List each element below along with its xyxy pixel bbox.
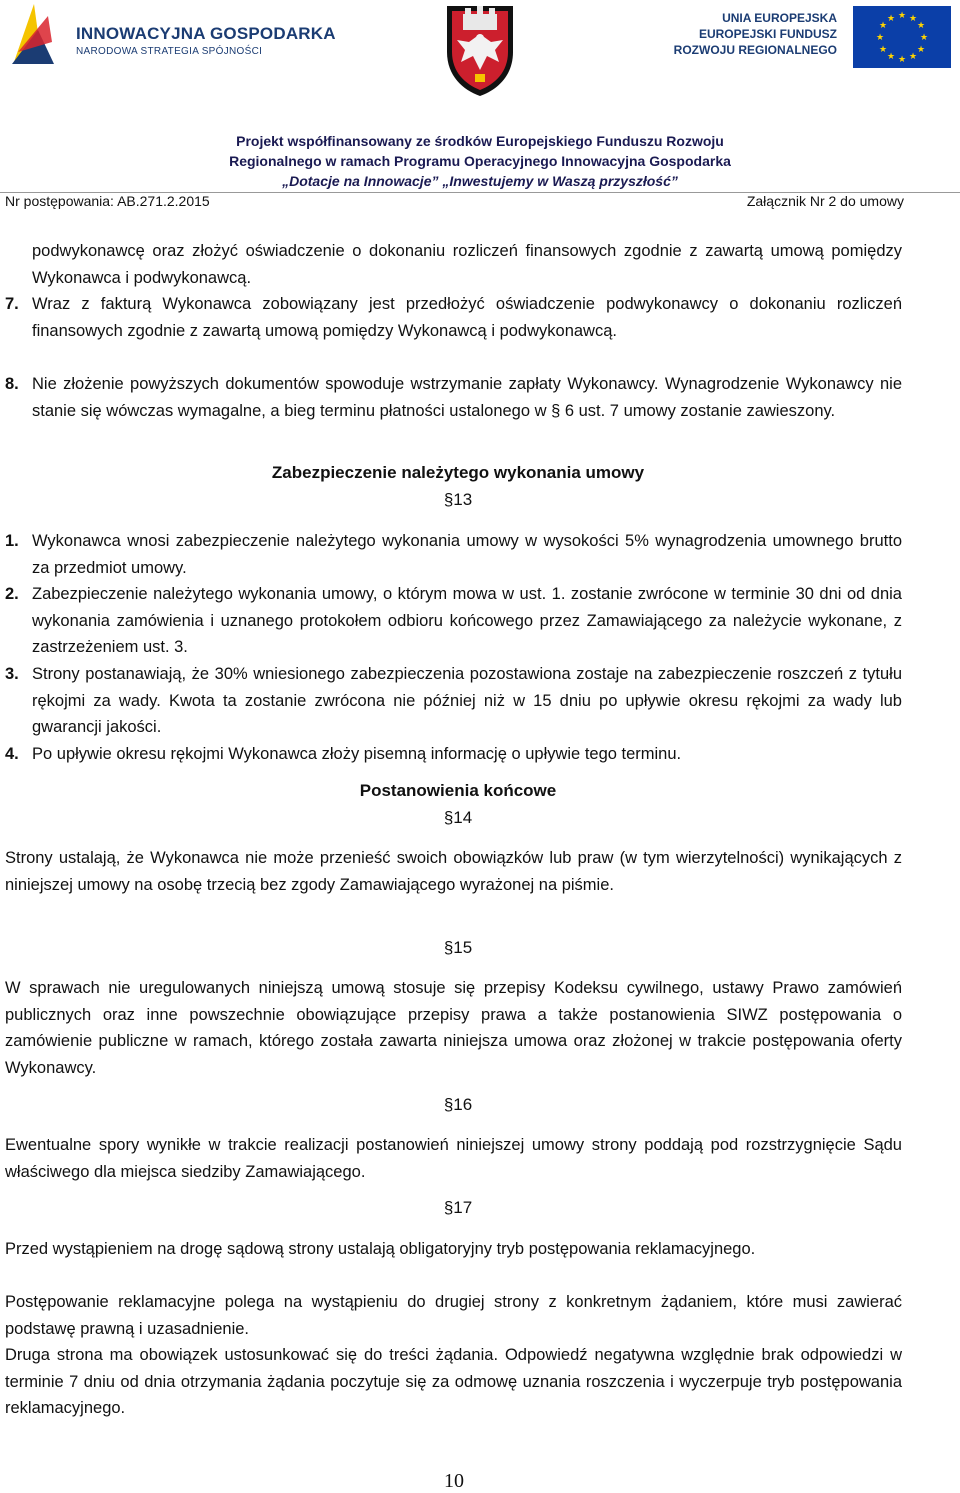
page-number: 10 bbox=[444, 1470, 464, 1492]
section-14: §14 bbox=[443, 808, 473, 827]
heading-final-provisions: Postanowienia końcowe bbox=[359, 781, 557, 800]
svg-text:★: ★ bbox=[897, 11, 907, 21]
heading-security: Zabezpieczenie należytego wykonania umowy bbox=[271, 463, 645, 482]
eu-line-3: ROZWOJU REGIONALNEGO bbox=[673, 43, 837, 57]
eu-flag-icon bbox=[853, 6, 951, 68]
attachment-label: Załącznik Nr 2 do umowy bbox=[746, 193, 904, 209]
coat-of-arms-icon bbox=[441, 2, 519, 98]
paragraph-17-2: Postępowanie reklamacyjne polega na wystąpieniu do drugiej strony z konkretnym żądaniem, które musi zawierać podstawę prawną i uzasadnienie. bbox=[5, 1293, 902, 1338]
project-slogan: „Dotacje na Innowacje” „Inwestujemy w Waszą przyszłość” bbox=[282, 173, 678, 189]
svg-text:★: ★ bbox=[916, 21, 926, 31]
eu-logo bbox=[675, 6, 955, 68]
svg-text:★: ★ bbox=[878, 45, 888, 55]
innowacyjna-gospodarka-logo bbox=[8, 2, 336, 72]
project-info bbox=[0, 131, 960, 191]
svg-text:★: ★ bbox=[875, 33, 885, 43]
svg-text:★: ★ bbox=[919, 33, 929, 43]
svg-text:★: ★ bbox=[908, 52, 918, 62]
svg-text:★: ★ bbox=[886, 14, 896, 24]
paragraph-13-4: Po upływie okresu rękojmi Wykonawca złoży pisemną informację o upływie tego terminu. bbox=[32, 745, 682, 763]
svg-text:★: ★ bbox=[897, 55, 907, 65]
svg-text:★: ★ bbox=[908, 14, 918, 24]
section-13: §13 bbox=[443, 490, 473, 509]
item-number-13-3: 3. bbox=[5, 665, 19, 683]
paragraph-16: Ewentualne spory wynikłe w trakcie realizacji postanowień niniejszej umowy strony poddają pod rozstrzygnięcie Sądu właściwego dla miejsca siedziby Zamawiającego. bbox=[5, 1136, 902, 1181]
section-17: §17 bbox=[443, 1198, 473, 1217]
paragraph-14: Strony ustalają, że Wykonawca nie może przenieść swoich obowiązków lub praw (w tym wierzytelności) wynikających z niniejszej umowy na osobę trzecią bez zgody Zamawiającego wyrażonej na piśmie. bbox=[5, 849, 902, 894]
paragraph-continuation: podwykonawcę oraz złożyć oświadczenie o dokonaniu rozliczeń finansowych zgodnie z zawartą umową pomiędzy Wykonawca i podwykonawcą. bbox=[32, 242, 902, 287]
eu-line-2: EUROPEJSKI FUNDUSZ bbox=[698, 27, 837, 41]
item-number-8: 8. bbox=[5, 375, 19, 393]
paragraph-13-1: Wykonawca wnosi zabezpieczenie należytego wykonania umowy w wysokości 5% wynagrodzenia umownego brutto za przedmiot umowy. bbox=[32, 532, 902, 577]
eu-logo-text bbox=[674, 10, 837, 58]
paragraph-8: Nie złożenie powyższych dokumentów spowoduje wstrzymanie zapłaty Wykonawcy. Wynagrodzenie Wykonawcy nie stanie się wówczas wymagalne, a bieg terminu płatności ustalonego w § 6 ust. 7 umowy zostanie zawieszony. bbox=[32, 375, 902, 420]
reference-line bbox=[5, 193, 904, 209]
paragraph-13-3: Strony postanawiają, że 30% wniesionego zabezpieczenia pozostawiona zostaje na zabezpieczenie roszczeń z tytułu rękojmi za wady. Kwota ta zostanie zwrócona nie później niż w 15 dniu po upływie okresu rękojmi za wady lub gwarancji jakości. bbox=[32, 665, 902, 737]
project-line-2: Regionalnego w ramach Programu Operacyjnego Innowacyjna Gospodarka bbox=[229, 153, 731, 169]
item-number-13-1: 1. bbox=[5, 532, 19, 550]
eu-line-1: UNIA EUROPEJSKA bbox=[722, 11, 837, 25]
svg-text:★: ★ bbox=[916, 45, 926, 55]
paragraph-15: W sprawach nie uregulowanych niniejszą umową stosuje się przepisy Kodeksu cywilnego, ustawy Prawo zamówień publicznych oraz inne powszechnie obowiązujące przepisy prawa a także postanowienia SIWZ postępowania o zamówienie publiczne w ramach, którego została zawarta niniejsza umowa oraz złożonej w trakcie postępowania oferty Wykonawcy. bbox=[5, 979, 902, 1077]
project-line-1: Projekt współfinansowany ze środków Europejskiego Funduszu Rozwoju bbox=[236, 133, 724, 149]
item-number-13-2: 2. bbox=[5, 585, 19, 603]
ig-emblem-icon bbox=[8, 2, 60, 68]
paragraph-13-2: Zabezpieczenie należytego wykonania umowy, o którym mowa w ust. 1. zostanie zwrócone w terminie 30 dni od dnia wykonania zamówienia i uznanego protokołem odbioru końcowego przez Zamawiającego za należycie wykonane, z zastrzeżeniem ust. 3. bbox=[32, 585, 902, 657]
item-number-7: 7. bbox=[5, 295, 19, 313]
ig-logo-subtitle: NARODOWA STRATEGIA SPÓJNOŚCI bbox=[76, 46, 263, 57]
item-number-13-4: 4. bbox=[5, 745, 19, 763]
svg-text:★: ★ bbox=[878, 21, 888, 31]
logo-bar bbox=[0, 0, 960, 100]
paragraph-17-3: Druga strona ma obowiązek ustosunkować się do treści żądania. Odpowiedź negatywna względnie brak odpowiedzi w terminie 7 dniu od dnia otrzymania żądania poczytuje się za odmowę uznania roszczenia i wyczerpuje tryb postępowania reklamacyjnego. bbox=[5, 1346, 902, 1418]
paragraph-7: Wraz z fakturą Wykonawca zobowiązany jest przedłożyć oświadczenie podwykonawcy o dokonaniu rozliczeń finansowych zgodnie z zawartą umową pomiędzy Wykonawcą i podwykonawcą. bbox=[32, 295, 902, 340]
ig-logo-title: INNOWACYJNA GOSPODARKA bbox=[76, 24, 336, 43]
section-15: §15 bbox=[443, 938, 473, 957]
paragraph-17-1: Przed wystąpieniem na drogę sądową strony ustalają obligatoryjny tryb postępowania reklamacyjnego. bbox=[5, 1240, 756, 1258]
svg-text:★: ★ bbox=[886, 52, 896, 62]
procedure-number: Nr postępowania: AB.271.2.2015 bbox=[5, 193, 210, 209]
section-16: §16 bbox=[443, 1095, 473, 1114]
